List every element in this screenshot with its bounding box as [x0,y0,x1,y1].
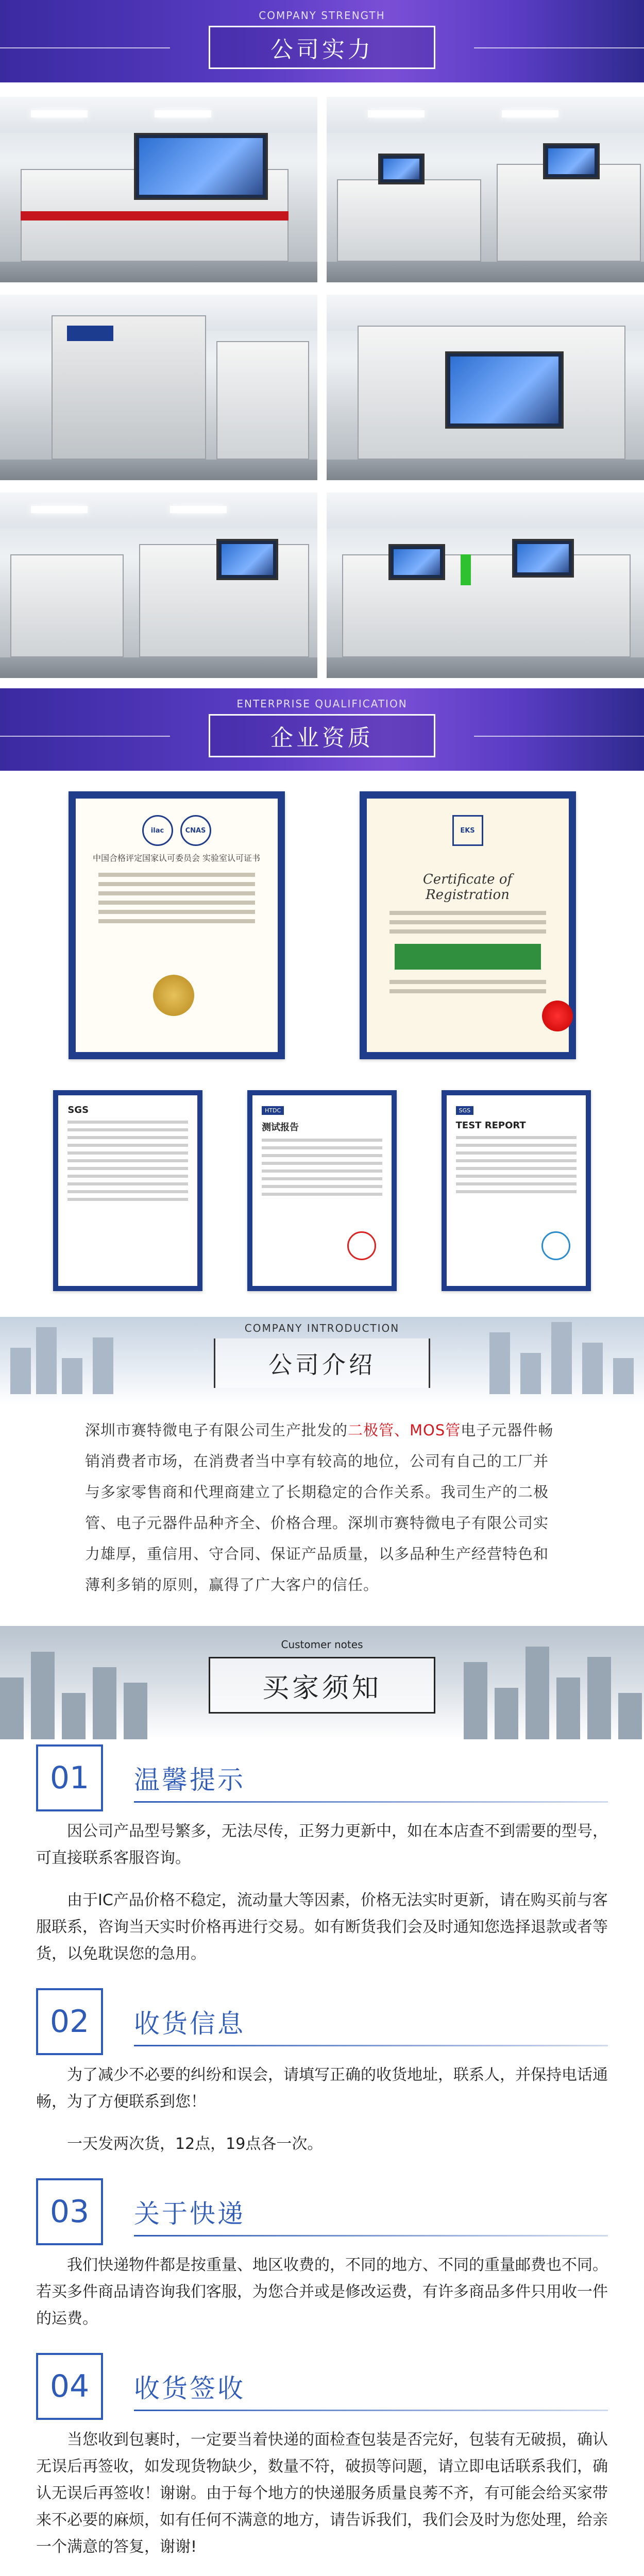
note-block [0,1983,644,2158]
note-paragraph: 为了减少不必要的纠纷和误会，请填写正确的收货地址，联系人，并保持电话通畅，为了方便联系到您！ [36,2066,608,2111]
intro-title: 公司介绍 [214,1338,430,1388]
report-tag: HTDC [262,1106,284,1115]
intro-highlight: 二极管、MOS管 [348,1421,461,1439]
note-paragraph: 因公司产品型号繁多，无法尽传，正努力更新中，如在本店查不到需要的型号，可直接联系客服咨询。 [36,1822,608,1867]
certificate-title: 中国合格评定国家认可委员会 实验室认可证书 [92,853,261,863]
htdc-test-report [247,1090,397,1291]
notes-header [0,1626,644,1739]
report-title: 测试报告 [261,1122,299,1133]
note-paragraph: 由于IC产品价格不稳定，流动量大等因素，价格无法实时更新，请在购买前与客服联系，咨询当天实时价格再进行交易。如有断货我们会及时通知您选择退款或者等货，以免耽误您的急用。 [36,1891,608,1963]
qualification-title: 企业资质 [209,714,435,757]
intro-paragraph [85,1415,559,1600]
qualification-header [0,688,644,771]
notes-title: 买家须知 [209,1657,435,1714]
factory-photo [327,97,644,282]
certificate-row-small [0,1075,644,1317]
red-seal-icon [542,1001,573,1031]
factory-photo [327,493,644,678]
ilac-logo-icon: ilac [142,815,173,846]
note-title: 收货签收 [134,2374,245,2403]
report-title: TEST REPORT [455,1120,526,1131]
report-title: SGS [67,1105,89,1115]
note-block [0,1739,644,1968]
registration-certificate [360,791,576,1059]
note-paragraph: 当您收到包裹时，一定要当着快递的面检查包装是否完好，包装有无破损，确认无误后再签收，如发现货物缺少，数量不符，破损等问题，请立即电话联系我们，确认无误后再签收！谢谢。由于每个地方的快递服务质量良莠不齐，有可能会给买家带来不必要的麻烦，如有任何不满意的地方，请告诉我们，我们会及时为您处理，给亲一个满意的答复，谢谢! [36,2431,608,2556]
note-title: 关于快递 [134,2199,245,2229]
sgs-test-report [442,1090,591,1291]
certificate-row-large [0,771,644,1075]
certificate-title: Certificate of Registration [422,872,513,903]
strength-en-title: COMPANY STRENGTH [259,9,385,22]
qualification-en-title: ENTERPRISE QUALIFICATION [236,698,408,710]
note-title: 温馨提示 [134,1765,245,1795]
red-stamp-icon [347,1231,376,1260]
note-paragraph: 一天发两次货，12点，19点各一次。 [67,2135,323,2153]
note-paragraph: 我们快递物件都是按重量、地区收费的，不同的地方、不同的重量邮费也不同。若买多件商品请咨询我们客服，为您合并或是修改运费，有许多商品多件只用收一件的运费。 [36,2256,608,2328]
sgs-report [53,1090,202,1291]
note-block [0,2173,644,2332]
factory-photo [0,97,317,282]
factory-photo-grid [0,82,644,678]
gold-seal-icon [153,975,194,1016]
note-number: 03 [36,2178,103,2245]
eks-logo-icon: EKS [452,815,483,846]
intro-en-title: COMPANY INTRODUCTION [244,1322,400,1334]
factory-photo [327,295,644,480]
intro-text-pre: 深圳市赛特微电子有限公司生产批发的 [85,1421,348,1439]
notes-en-title: Customer notes [281,1638,363,1651]
cnas-certificate [69,791,285,1059]
strength-title: 公司实力 [209,26,435,69]
blue-stamp-icon [541,1231,570,1260]
note-title: 收货信息 [134,2009,245,2039]
strength-header [0,0,644,82]
note-block [0,2348,644,2561]
note-number: 01 [36,1744,103,1811]
factory-photo [0,493,317,678]
cnas-logo-icon: CNAS [180,815,211,846]
note-number: 04 [36,2353,103,2420]
factory-photo [0,295,317,480]
note-number: 02 [36,1988,103,2055]
report-tag: SGS [456,1106,474,1115]
intro-text-post: 电子元器件畅销消费者市场，在消费者当中享有较高的地位，公司有自己的工厂并与多家零售商和代理商建立了长期稳定的合作关系。我司生产的二极管、电子元器件品种齐全、价格合理。深圳市赛特微电子有限公司实力雄厚，重信用、守合同、保证产品质量，以多品种生产经营特色和薄利多销的原则，赢得了广大客户的信任。 [85,1421,554,1594]
intro-header [0,1317,644,1404]
